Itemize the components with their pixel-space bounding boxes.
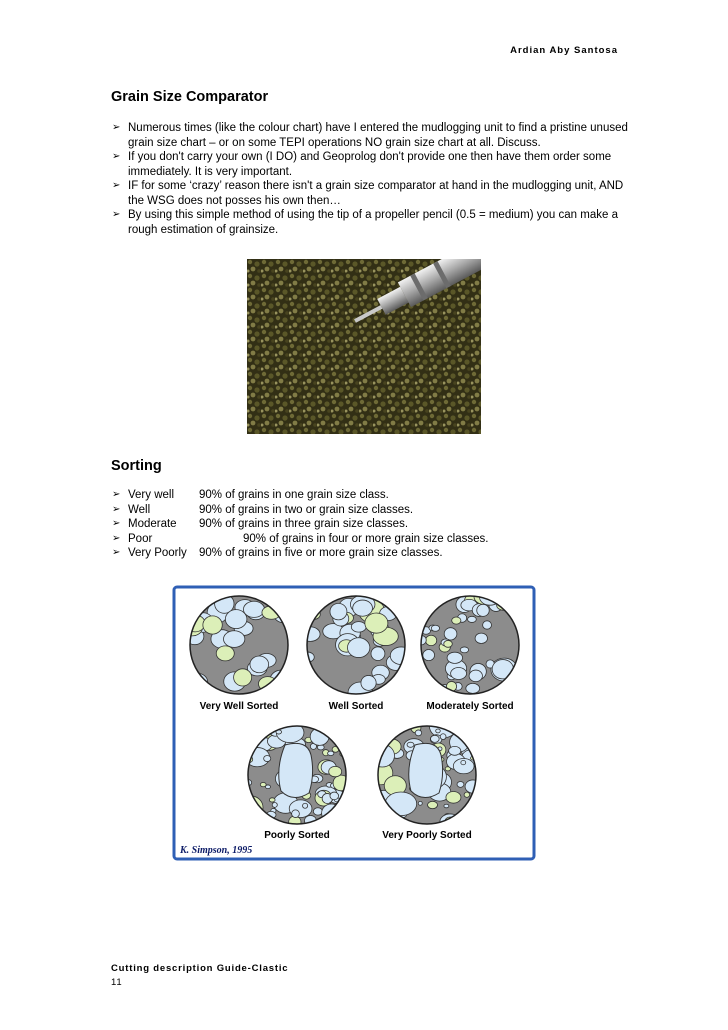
sorting-diagram <box>172 585 536 862</box>
bullet-item: ➢ If you don't carry your own (I DO) and Geoprolog don't provide one then have them order some immediately. It is very important. <box>112 151 612 178</box>
arrow-bullet-icon: ➢ <box>112 503 121 515</box>
label-well-sorted: Well Sorted <box>328 701 384 712</box>
arrow-bullet-icon: ➢ <box>112 122 121 133</box>
sorting-item: ➢ Moderate 90% of grains in three grain size classes. <box>112 518 409 530</box>
arrow-bullet-icon: ➢ <box>112 518 121 529</box>
bullet-item: ➢ IF for some ‘crazy’ reason there isn't a grain size comparator at hand in the mudlogging unit, AND the WSG does not posses his own then… <box>112 180 624 207</box>
label-moderately-sorted: Moderately Sorted <box>426 701 514 712</box>
sorting-title: Sorting <box>111 458 162 474</box>
bullet-item: ➢ Numerous times (like the colour chart) have I entered the mudlogging unit to find a pristine unused grain size chart – or on some TEPI operations NO grain size chart at all. Discuss. <box>112 122 628 149</box>
arrow-bullet-icon: ➢ <box>112 489 121 500</box>
arrow-bullet-icon: ➢ <box>112 209 121 220</box>
arrow-bullet-icon: ➢ <box>112 151 121 162</box>
grain-size-bullets <box>111 121 631 237</box>
arrow-bullet-icon: ➢ <box>112 547 121 558</box>
header-author: Ardian Aby Santosa <box>510 45 618 56</box>
footer-title: Cutting description Guide-Clastic <box>111 963 289 974</box>
sorting-item: ➢ Very Poorly 90% of grains in five or more grain size classes. <box>112 547 443 559</box>
sorting-item: ➢ Well 90% of grains in two or grain size classes. <box>112 503 414 516</box>
sorting-item: ➢ Very well 90% of grains in one grain size class. <box>112 489 389 501</box>
grain-size-title: Grain Size Comparator <box>111 89 269 105</box>
diagram-credit: K. Simpson, 1995 <box>180 845 253 856</box>
arrow-bullet-icon: ➢ <box>112 532 121 544</box>
bullet-item: ➢ By using this simple method of using the tip of a propeller pencil (0.5 = medium) you can make a rough estimation of grainsize. <box>112 209 618 236</box>
pencil-tip-grain-photo <box>247 259 481 434</box>
label-very-well-sorted: Very Well Sorted <box>199 701 279 712</box>
sorting-item: ➢ Poor 90% of grains in four or more grain size classes. <box>112 532 489 545</box>
grain-photo-svg <box>247 259 481 434</box>
arrow-bullet-icon: ➢ <box>112 180 121 191</box>
page-number: 11 <box>111 977 123 988</box>
sorting-diagram-svg <box>172 585 536 862</box>
label-very-poorly-sorted: Very Poorly Sorted <box>382 830 472 841</box>
sorting-list <box>111 488 631 561</box>
label-poorly-sorted: Poorly Sorted <box>264 830 330 841</box>
